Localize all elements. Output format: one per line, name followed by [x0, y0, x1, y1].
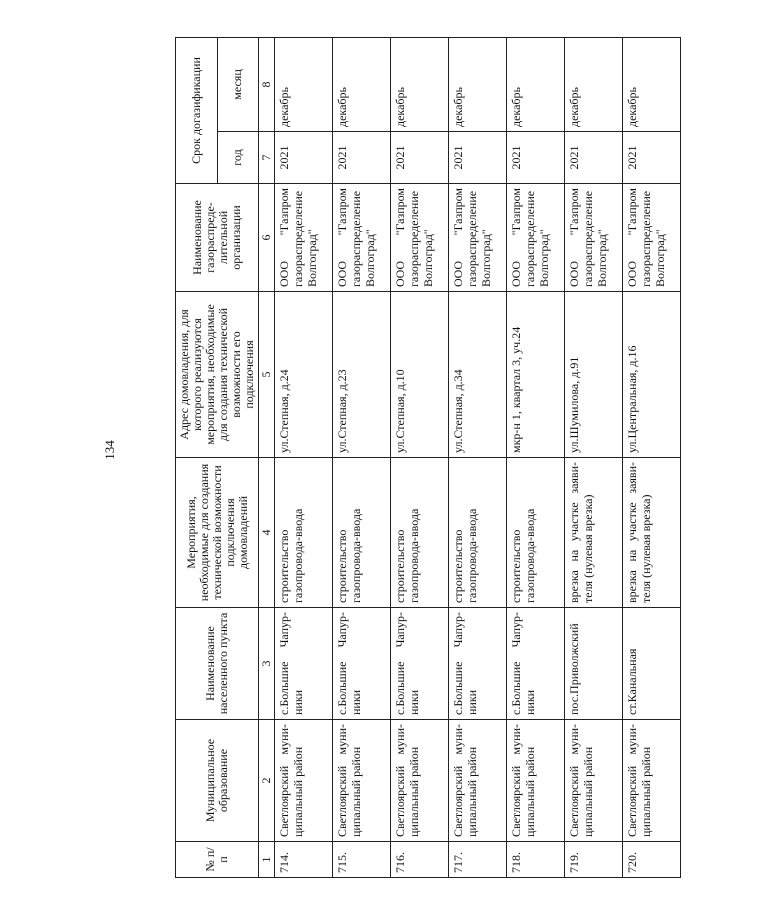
header-month: месяц: [217, 37, 259, 131]
organization-cell: ООО "Газпром газораспределение Волгоград": [449, 184, 507, 292]
month-cell: декабрь: [391, 37, 449, 131]
municipality-cell: Светлоярский муни-ципальный район: [333, 720, 391, 842]
table-row: [507, 37, 565, 877]
year-cell: 2021: [565, 132, 623, 184]
row-number: 720.: [623, 842, 681, 878]
settlement-cell: с.Большие Чапур-ники: [391, 608, 449, 720]
header-measures: Мероприятия, необходимые для создания технической возможности подключения домовладений: [176, 458, 259, 608]
row-number: 717.: [449, 842, 507, 878]
table-row: [275, 37, 333, 877]
page-number: 134: [102, 440, 117, 460]
address-cell: ул.Степная, д.34: [449, 292, 507, 458]
municipality-cell: Светлоярский муни-ципальный район: [507, 720, 565, 842]
column-number: 2: [259, 720, 275, 842]
measure-cell: строительство газопровода-ввода: [275, 458, 333, 608]
row-number: 716.: [391, 842, 449, 878]
measure-cell: врезка на участке заяви-теля (нулевая врезка): [565, 458, 623, 608]
year-cell: 2021: [333, 132, 391, 184]
address-cell: мкр-н 1, квартал 3, уч.24: [507, 292, 565, 458]
organization-cell: ООО "Газпром газораспределение Волгоград": [507, 184, 565, 292]
header-year: год: [217, 132, 259, 184]
settlement-cell: пос.Приволжский: [565, 608, 623, 720]
header-address: Адрес домовладения, для которого реализуются мероприятия, необходимые для создания технической возможности его подключения: [176, 292, 259, 458]
month-cell: декабрь: [507, 37, 565, 131]
header-organization: Наименование газораспреде-лительной организации: [176, 184, 259, 292]
organization-cell: ООО "Газпром газораспределение Волгоград": [565, 184, 623, 292]
header-municipality: Муниципальное образование: [176, 720, 259, 842]
column-number: 8: [259, 37, 275, 131]
month-cell: декабрь: [333, 37, 391, 131]
municipality-cell: Светлоярский муни-ципальный район: [391, 720, 449, 842]
table-row: [449, 37, 507, 877]
year-cell: 2021: [507, 132, 565, 184]
row-number: 718.: [507, 842, 565, 878]
measure-cell: строительство газопровода-ввода: [333, 458, 391, 608]
row-number: 714.: [275, 842, 333, 878]
address-cell: ул.Шумилова, д.91: [565, 292, 623, 458]
measure-cell: строительство газопровода-ввода: [449, 458, 507, 608]
column-number: 4: [259, 458, 275, 608]
column-number: 1: [259, 842, 275, 878]
municipality-cell: Светлоярский муни-ципальный район: [623, 720, 681, 842]
table-row: [565, 37, 623, 877]
year-cell: 2021: [275, 132, 333, 184]
year-cell: 2021: [623, 132, 681, 184]
measure-cell: врезка на участке заяви-теля (нулевая врезка): [623, 458, 681, 608]
header-settlement: Наименование населенного пункта: [176, 608, 259, 720]
settlement-cell: ст.Канальная: [623, 608, 681, 720]
month-cell: декабрь: [275, 37, 333, 131]
document-sheet: [175, 38, 775, 878]
address-cell: ул.Степная, д.24: [275, 292, 333, 458]
municipality-cell: Светлоярский муни-ципальный район: [449, 720, 507, 842]
year-cell: 2021: [449, 132, 507, 184]
month-cell: декабрь: [623, 37, 681, 131]
column-number: 3: [259, 608, 275, 720]
settlement-cell: с.Большие Чапур-ники: [507, 608, 565, 720]
column-number: 7: [259, 132, 275, 184]
settlement-cell: с.Большие Чапур-ники: [275, 608, 333, 720]
table-row: [391, 37, 449, 877]
table-row: [623, 37, 681, 877]
organization-cell: ООО "Газпром газораспределение Волгоград": [623, 184, 681, 292]
year-cell: 2021: [391, 132, 449, 184]
measure-cell: строительство газопровода-ввода: [391, 458, 449, 608]
settlement-cell: с.Большие Чапур-ники: [333, 608, 391, 720]
municipality-cell: Светлоярский муни-ципальный район: [565, 720, 623, 842]
table-row: [333, 37, 391, 877]
column-number: 6: [259, 184, 275, 292]
organization-cell: ООО "Газпром газораспределение Волгоград": [391, 184, 449, 292]
measure-cell: строительство газопровода-ввода: [507, 458, 565, 608]
month-cell: декабрь: [565, 37, 623, 131]
row-number: 715.: [333, 842, 391, 878]
header-deadline: Срок догазификации: [176, 37, 218, 183]
organization-cell: ООО "Газпром газораспределение Волгоград": [275, 184, 333, 292]
row-number: 719.: [565, 842, 623, 878]
municipality-cell: Светлоярский муни-ципальный район: [275, 720, 333, 842]
gasification-table: [175, 37, 681, 878]
column-number: 5: [259, 292, 275, 458]
organization-cell: ООО "Газпром газораспределение Волгоград": [333, 184, 391, 292]
month-cell: декабрь: [449, 37, 507, 131]
address-cell: ул.Степная, д.10: [391, 292, 449, 458]
settlement-cell: с.Большие Чапур-ники: [449, 608, 507, 720]
header-number: № п/п: [176, 842, 259, 878]
address-cell: ул.Степная, д.23: [333, 292, 391, 458]
address-cell: ул.Центральная, д.16: [623, 292, 681, 458]
